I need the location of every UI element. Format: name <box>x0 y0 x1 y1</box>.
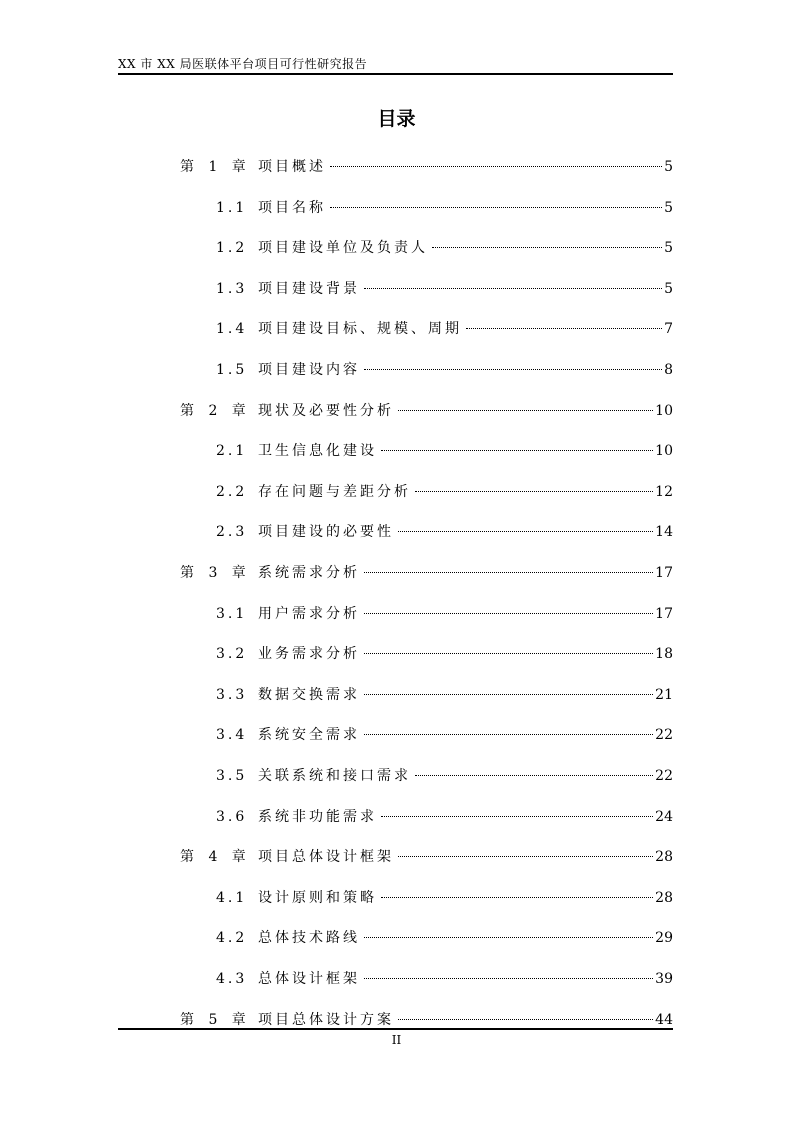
toc-entry-number: 1.3 <box>216 280 248 297</box>
toc-entry-section[interactable] <box>216 603 673 625</box>
header-rule <box>118 73 673 75</box>
toc-entry-section[interactable] <box>216 197 673 219</box>
toc-entry-title: 系统安全需求 <box>258 727 360 744</box>
toc-entry-number: 第 4 章 <box>180 849 251 866</box>
toc-entry-page: 8 <box>664 362 673 378</box>
toc-entry-number: 1.1 <box>216 199 248 216</box>
toc-entry-page: 17 <box>655 605 673 622</box>
toc-entry-section[interactable] <box>216 643 673 665</box>
dot-leader <box>364 694 653 695</box>
dot-leader <box>364 978 653 979</box>
dot-leader <box>466 328 662 329</box>
toc-entry-number: 2.2 <box>216 483 248 500</box>
dot-leader <box>364 613 653 614</box>
toc-entry-page: 5 <box>664 159 673 175</box>
toc-entry-section[interactable] <box>216 927 673 949</box>
toc-entry-title: 数据交换需求 <box>258 686 360 703</box>
toc-entry-title: 项目建设背景 <box>258 280 360 297</box>
toc-entry-number: 3.2 <box>216 646 248 663</box>
dot-leader <box>398 856 653 857</box>
dot-leader <box>432 247 662 248</box>
toc-entry-page: 12 <box>655 483 673 500</box>
toc-entry-page: 14 <box>655 524 673 541</box>
toc-entry-number: 2.1 <box>216 443 248 460</box>
toc-entry-number: 第 1 章 <box>180 159 251 175</box>
toc-entry-number: 3.3 <box>216 686 248 703</box>
toc-entry-title: 现状及必要性分析 <box>258 402 394 419</box>
toc-entry-section[interactable] <box>216 521 673 543</box>
toc-entry-title: 项目总体设计框架 <box>258 849 394 866</box>
page-number: II <box>391 1033 402 1047</box>
toc-entry-page: 22 <box>655 768 673 784</box>
toc-entry-title: 项目建设目标、规模、周期 <box>258 321 462 338</box>
toc-entry-number: 1.5 <box>216 362 248 378</box>
dot-leader <box>398 531 653 532</box>
toc-entry-page: 17 <box>655 565 673 581</box>
toc-entry-number: 1.2 <box>216 240 248 257</box>
toc-title: 目录 <box>377 108 416 130</box>
toc-entry-title: 项目建设的必要性 <box>258 524 394 541</box>
toc-entry-title: 总体技术路线 <box>258 930 360 947</box>
toc-entry-section[interactable] <box>216 359 673 381</box>
toc-entry-chapter[interactable] <box>180 156 673 178</box>
toc-entry-page: 10 <box>655 402 673 419</box>
toc-entry-section[interactable] <box>216 765 673 787</box>
toc-entry-number: 第 3 章 <box>180 565 251 581</box>
toc-entry-page: 7 <box>664 321 673 338</box>
toc-entry-section[interactable] <box>216 968 673 990</box>
dot-leader <box>330 166 662 167</box>
toc-entry-number: 3.4 <box>216 727 248 744</box>
toc-entry-title: 项目名称 <box>258 199 326 216</box>
toc-entry-page: 29 <box>655 930 673 947</box>
toc-entry-title: 项目总体设计方案 <box>258 1011 394 1028</box>
toc-entry-page: 10 <box>655 443 673 460</box>
toc-entry-page: 24 <box>655 808 673 825</box>
dot-leader <box>415 491 653 492</box>
dot-leader <box>330 207 662 208</box>
toc-entry-chapter[interactable] <box>180 562 673 584</box>
toc-entry-chapter[interactable] <box>180 400 673 422</box>
toc-entry-title: 用户需求分析 <box>258 605 360 622</box>
toc-entry-title: 项目建设单位及负责人 <box>258 240 428 257</box>
toc-entry-title: 总体设计框架 <box>258 971 360 987</box>
toc-entry-section[interactable] <box>216 278 673 300</box>
toc-entry-title: 关联系统和接口需求 <box>258 768 411 784</box>
toc-entry-page: 39 <box>655 971 673 987</box>
toc-entry-page: 44 <box>655 1011 673 1028</box>
toc-entry-page: 5 <box>664 199 673 216</box>
toc-entry-page: 18 <box>655 646 673 663</box>
dot-leader <box>364 653 653 654</box>
toc-entry-number: 3.1 <box>216 605 248 622</box>
toc-entry-page: 22 <box>655 727 673 744</box>
toc-entry-number: 第 5 章 <box>180 1011 251 1028</box>
toc-entry-section[interactable] <box>216 887 673 909</box>
toc-entry-number: 3.6 <box>216 808 248 825</box>
toc-entry-page: 28 <box>655 889 673 906</box>
toc-entry-number: 4.2 <box>216 930 248 947</box>
dot-leader <box>381 450 653 451</box>
toc-entry-number: 4.1 <box>216 889 248 906</box>
toc-entry-number: 1.4 <box>216 321 248 338</box>
toc-entry-title: 项目建设内容 <box>258 362 360 378</box>
toc-entry-title: 卫生信息化建设 <box>258 443 377 460</box>
dot-leader <box>364 734 653 735</box>
toc-entry-number: 4.3 <box>216 971 248 987</box>
dot-leader <box>364 288 662 289</box>
toc-entry-title: 业务需求分析 <box>258 646 360 663</box>
footer-rule <box>118 1028 673 1030</box>
toc-entry-title: 存在问题与差距分析 <box>258 483 411 500</box>
toc-entry-title: 项目概述 <box>258 159 326 175</box>
dot-leader <box>364 572 653 573</box>
toc-entry-title: 系统需求分析 <box>258 565 360 581</box>
toc-entry-section[interactable] <box>216 684 673 706</box>
toc-entry-section[interactable] <box>216 806 673 828</box>
toc-entry-page: 5 <box>664 280 673 297</box>
toc-entry-page: 28 <box>655 849 673 866</box>
toc-entry-number: 3.5 <box>216 768 248 784</box>
dot-leader <box>398 410 653 411</box>
toc-entry-page: 5 <box>664 240 673 257</box>
dot-leader <box>381 897 653 898</box>
toc-entry-number: 第 2 章 <box>180 402 251 419</box>
dot-leader <box>415 775 653 776</box>
toc-entry-section[interactable] <box>216 724 673 746</box>
dot-leader <box>381 816 653 817</box>
dot-leader <box>364 937 653 938</box>
toc-entry-chapter[interactable] <box>180 846 673 868</box>
toc-entry-number: 2.3 <box>216 524 248 541</box>
toc-entry-page: 21 <box>655 686 673 703</box>
dot-leader <box>398 1019 653 1020</box>
toc-entry-section[interactable] <box>216 237 673 259</box>
toc-entry-section[interactable] <box>216 318 673 340</box>
dot-leader <box>364 369 662 370</box>
toc-entry-section[interactable] <box>216 440 673 462</box>
running-header: XX 市 XX 局医联体平台项目可行性研究报告 <box>118 57 368 71</box>
toc-entry-title: 系统非功能需求 <box>258 808 377 825</box>
toc-entry-section[interactable] <box>216 481 673 503</box>
toc-entry-title: 设计原则和策略 <box>258 889 377 906</box>
